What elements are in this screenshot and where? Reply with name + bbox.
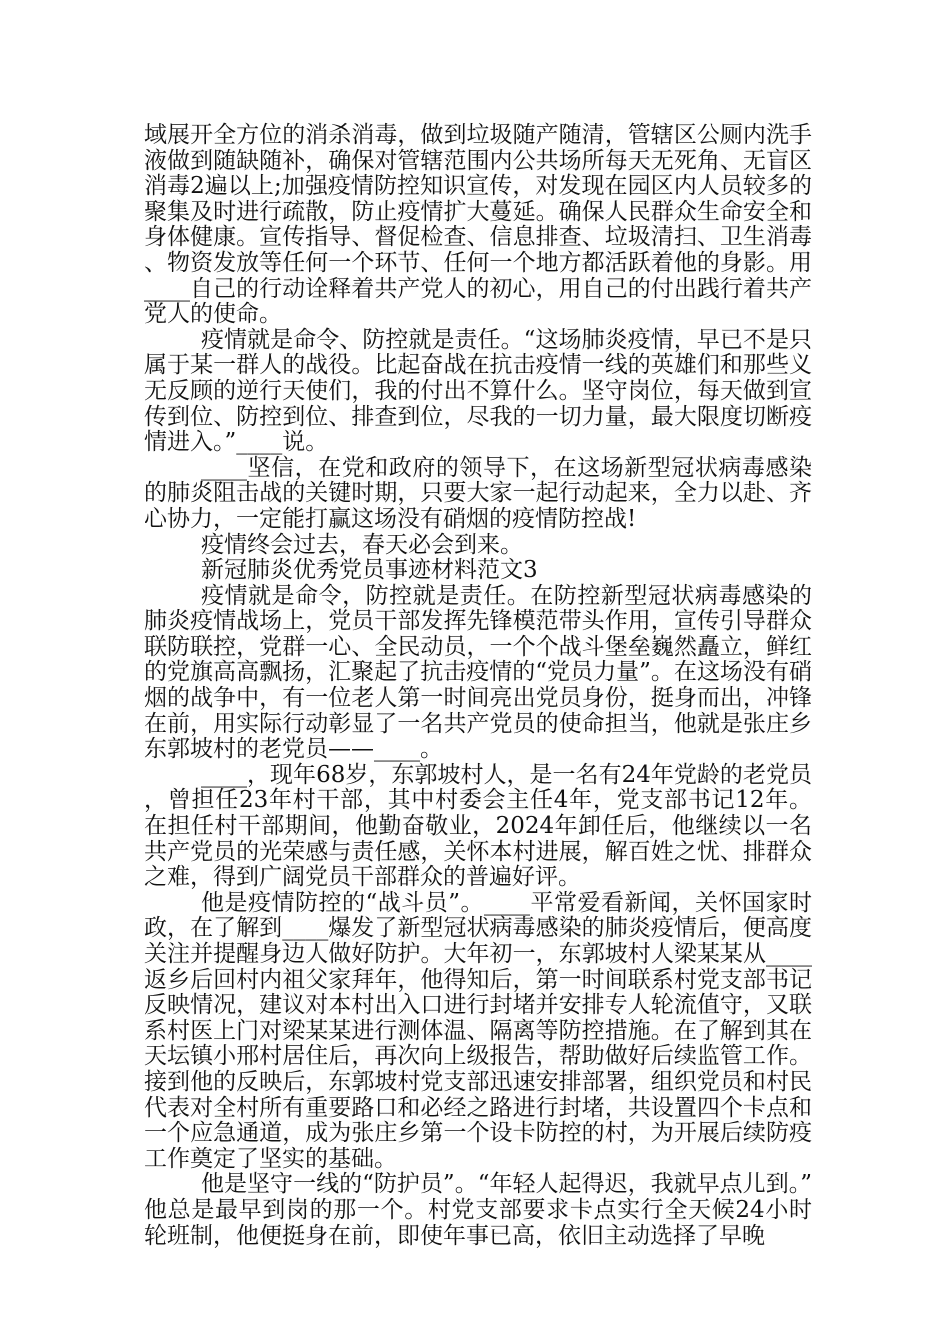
paragraph-spring-will-come: 疫情终会过去，春天必会到来。 xyxy=(201,531,523,558)
section-heading-sample-3: 新冠肺炎优秀党员事迹材料范文3 xyxy=(201,557,538,584)
paragraph-frontline-guard: 他是坚守一线的“防护员”。“年轻人起得迟，我就早点儿到。”他总是最早到岗的那一个。村党支部要求卡点实行全天候24小时轮班制，他便挺身在前，即使年事已高，依旧主动选择了早晚 xyxy=(144,1171,812,1249)
paragraph-disinfection-work: 域展开全方位的消杀消毒，做到垃圾随产随清，管辖区公厕内洗手液做到随缺随补，确保对管辖范围内公共场所每天无死角、无盲区消毒2遍以上;加强疫情防控知识宣传，对发现在园区内人员较多的聚集及时进行疏散，防止疫情扩大蔓延。确保人民群众生命安全和身体健康。宣传指导、督促检查、信息排查、垃圾清扫、卫生消毒、物资发放等任何一个环节、任何一个地方都活跃着他的身影。用____自己的行动诠释着共产党人的初心，用自己的付出践行着共产党人的使命。 xyxy=(144,122,812,328)
paragraph-epidemic-command: 疫情就是命令、防控就是责任。“这场肺炎疫情，早已不是只属于某一群人的战役。比起奋战在抗击疫情一线的英雄们和那些义无反顾的逆行天使们，我的付出不算什么。坚守岗位，每天做到宣传到位、防控到位、排查到位，尽我的一切力量，最大限度切断疫情进入。”____说。 xyxy=(144,326,812,456)
paragraph-firm-belief: ____坚信，在党和政府的领导下，在这场新型冠状病毒感染的肺炎阻击战的关键时期，只要大家一起行动起来，全力以赴、齐心协力，一定能打赢这场没有硝烟的疫情防控战! xyxy=(144,454,812,532)
document-page xyxy=(144,123,812,1249)
paragraph-party-member-strength: 疫情就是命令，防控就是责任。在防控新型冠状病毒感染的肺炎疫情战场上，党员干部发挥先锋模范带头作用，宣传引导群众联防联控，党群一心、全民动员，一个个战斗堡垒巍然矗立，鲜红的党旗高高飘扬，汇聚起了抗击疫情的“党员力量”。在这场没有硝烟的战争中，有一位老人第一时间亮出党员身份，挺身而出，冲锋在前，用实际行动彰显了一名共产党员的使命担当，他就是张庄乡东郭坡村的老党员——____。 xyxy=(144,582,812,763)
paragraph-member-profile: ____，现年68岁，东郭坡村人，是一名有24年党龄的老党员，曾担任23年村干部，其中村委会主任4年，党支部书记12年。在担任村干部期间，他勤奋敬业，2024年卸任后，他继续以一名共产党员的光荣感与责任感，关怀本村进展，解百姓之忧、排群众之难，得到广阔党员干部群众的普遍好评。 xyxy=(144,761,812,891)
paragraph-combatant: 他是疫情防控的“战斗员”。____平常爱看新闻，关怀国家时政，在了解到____爆发了新型冠状病毒感染的肺炎疫情后，便高度关注并提醒身边人做好防护。大年初一，东郭坡村人梁某某从____返乡后回村内祖父家拜年，他得知后，第一时间联系村党支部书记反映情况，建议对本村出入口进行封堵并安排专人轮流值守，又联系村医上门对梁某某进行测体温、隔离等防控措施。在了解到其在天坛镇小邢村居住后，再次向上级报告，帮助做好后续监管工作。接到他的反映后，东郭坡村党支部迅速安排部署，组织党员和村民代表对全村所有重要路口和必经之路进行封堵，共设置四个卡点和一个应急通道，成为张庄乡第一个设卡防控的村，为开展后续防疫工作奠定了坚实的基础。 xyxy=(144,889,812,1172)
